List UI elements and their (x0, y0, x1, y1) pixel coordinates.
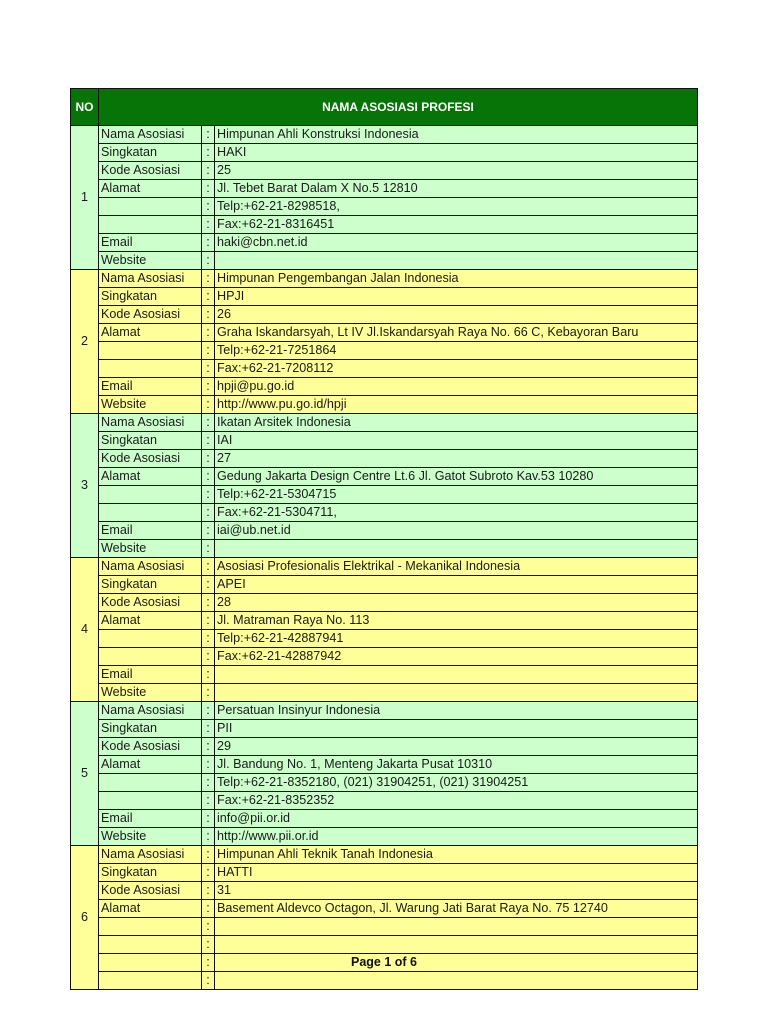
table-row (71, 792, 698, 810)
field-separator: : (202, 288, 215, 306)
field-separator: : (202, 342, 215, 360)
field-separator: : (202, 846, 215, 864)
table-row (71, 288, 698, 306)
table-row (71, 864, 698, 882)
field-value: HPJI (215, 288, 698, 306)
header-title: NAMA ASOSIASI PROFESI (99, 89, 698, 126)
field-separator: : (202, 774, 215, 792)
table-row (71, 432, 698, 450)
field-separator: : (202, 576, 215, 594)
field-label: Singkatan (99, 432, 202, 450)
field-separator: : (202, 864, 215, 882)
field-value: Persatuan Insinyur Indonesia (215, 702, 698, 720)
field-label (99, 918, 202, 936)
table-row (71, 612, 698, 630)
field-label: Email (99, 522, 202, 540)
field-value: Graha Iskandarsyah, Lt IV Jl.Iskandarsyah Raya No. 66 C, Kebayoran Baru (215, 324, 698, 342)
field-value: hpji@pu.go.id (215, 378, 698, 396)
table-row (71, 756, 698, 774)
table-row (71, 504, 698, 522)
table-row (71, 738, 698, 756)
field-value: 27 (215, 450, 698, 468)
field-label: Kode Asosiasi (99, 450, 202, 468)
field-value: Basement Aldevco Octagon, Jl. Warung Jati Barat Raya No. 75 12740 (215, 900, 698, 918)
field-separator: : (202, 252, 215, 270)
field-separator: : (202, 414, 215, 432)
table-row (71, 198, 698, 216)
field-value: Jl. Tebet Barat Dalam X No.5 12810 (215, 180, 698, 198)
field-separator: : (202, 144, 215, 162)
table-row (71, 360, 698, 378)
field-value: Fax:+62-21-5304711, (215, 504, 698, 522)
field-value: 26 (215, 306, 698, 324)
field-value: Telp:+62-21-8352180, (021) 31904251, (021) 31904251 (215, 774, 698, 792)
field-label: Kode Asosiasi (99, 738, 202, 756)
entry-number: 3 (71, 414, 99, 558)
table-row (71, 324, 698, 342)
field-value: Jl. Matraman Raya No. 113 (215, 612, 698, 630)
field-label: Website (99, 252, 202, 270)
field-separator: : (202, 828, 215, 846)
field-value (215, 972, 698, 990)
table-row (71, 684, 698, 702)
field-separator: : (202, 450, 215, 468)
field-separator: : (202, 162, 215, 180)
field-label (99, 504, 202, 522)
table-row (71, 450, 698, 468)
field-separator: : (202, 702, 215, 720)
field-label: Kode Asosiasi (99, 306, 202, 324)
table-row (71, 720, 698, 738)
field-value: Asosiasi Profesionalis Elektrikal - Mekanikal Indonesia (215, 558, 698, 576)
field-label: Email (99, 666, 202, 684)
field-label: Website (99, 540, 202, 558)
table-row (71, 162, 698, 180)
field-separator: : (202, 756, 215, 774)
table-row (71, 702, 698, 720)
table-row (71, 918, 698, 936)
field-value (215, 540, 698, 558)
field-value: Telp:+62-21-8298518, (215, 198, 698, 216)
field-separator: : (202, 972, 215, 990)
field-value (215, 666, 698, 684)
table-row (71, 846, 698, 864)
table-row (71, 576, 698, 594)
table-row (71, 306, 698, 324)
entry-number: 4 (71, 558, 99, 702)
field-label: Alamat (99, 324, 202, 342)
field-label: Alamat (99, 756, 202, 774)
field-label: Singkatan (99, 288, 202, 306)
field-value: 31 (215, 882, 698, 900)
table-body (71, 126, 698, 990)
field-separator: : (202, 666, 215, 684)
field-value (215, 936, 698, 954)
field-separator: : (202, 558, 215, 576)
header-no: NO (71, 89, 99, 126)
field-separator: : (202, 522, 215, 540)
field-value: Jl. Bandung No. 1, Menteng Jakarta Pusat 10310 (215, 756, 698, 774)
field-label: Website (99, 684, 202, 702)
table-row (71, 270, 698, 288)
field-value: Telp:+62-21-7251864 (215, 342, 698, 360)
field-separator: : (202, 468, 215, 486)
field-value (215, 252, 698, 270)
field-value: Fax:+62-21-8316451 (215, 216, 698, 234)
field-separator: : (202, 936, 215, 954)
field-label: Nama Asosiasi (99, 270, 202, 288)
table-row (71, 342, 698, 360)
table-row (71, 144, 698, 162)
field-label: Singkatan (99, 864, 202, 882)
field-separator: : (202, 180, 215, 198)
field-label: Email (99, 378, 202, 396)
field-label: Website (99, 828, 202, 846)
field-value (215, 918, 698, 936)
table-row (71, 486, 698, 504)
field-value: IAI (215, 432, 698, 450)
field-value: PII (215, 720, 698, 738)
table-row (71, 216, 698, 234)
field-separator: : (202, 630, 215, 648)
table-row (71, 666, 698, 684)
field-label (99, 360, 202, 378)
field-value: Himpunan Ahli Konstruksi Indonesia (215, 126, 698, 144)
field-separator: : (202, 738, 215, 756)
field-label: Singkatan (99, 576, 202, 594)
field-label: Alamat (99, 468, 202, 486)
field-separator: : (202, 900, 215, 918)
table-row (71, 540, 698, 558)
field-separator: : (202, 504, 215, 522)
table-row (71, 630, 698, 648)
field-label: Alamat (99, 180, 202, 198)
field-separator: : (202, 612, 215, 630)
field-separator: : (202, 810, 215, 828)
field-label: Kode Asosiasi (99, 594, 202, 612)
field-value: info@pii.or.id (215, 810, 698, 828)
table-row (71, 522, 698, 540)
field-label: Kode Asosiasi (99, 882, 202, 900)
field-value: http://www.pu.go.id/hpji (215, 396, 698, 414)
field-label: Alamat (99, 900, 202, 918)
field-label (99, 648, 202, 666)
field-value (215, 684, 698, 702)
field-value: Fax:+62-21-7208112 (215, 360, 698, 378)
field-label: Kode Asosiasi (99, 162, 202, 180)
field-label: Singkatan (99, 720, 202, 738)
table-row (71, 972, 698, 990)
table-row (71, 180, 698, 198)
table-row (71, 774, 698, 792)
table-row (71, 252, 698, 270)
field-separator: : (202, 216, 215, 234)
field-label (99, 342, 202, 360)
field-value: iai@ub.net.id (215, 522, 698, 540)
field-separator: : (202, 396, 215, 414)
field-separator: : (202, 198, 215, 216)
field-value: Ikatan Arsitek Indonesia (215, 414, 698, 432)
table-row (71, 414, 698, 432)
field-separator: : (202, 126, 215, 144)
field-separator: : (202, 684, 215, 702)
field-label: Website (99, 396, 202, 414)
field-value: Gedung Jakarta Design Centre Lt.6 Jl. Gatot Subroto Kav.53 10280 (215, 468, 698, 486)
field-label: Nama Asosiasi (99, 846, 202, 864)
field-separator: : (202, 486, 215, 504)
field-separator: : (202, 432, 215, 450)
field-value: HAKI (215, 144, 698, 162)
field-label (99, 216, 202, 234)
field-separator: : (202, 234, 215, 252)
field-separator: : (202, 918, 215, 936)
table-row (71, 468, 698, 486)
field-label (99, 630, 202, 648)
field-separator: : (202, 594, 215, 612)
field-separator: : (202, 306, 215, 324)
field-value: HATTI (215, 864, 698, 882)
field-value: Fax:+62-21-8352352 (215, 792, 698, 810)
field-separator: : (202, 882, 215, 900)
field-separator: : (202, 270, 215, 288)
field-label: Nama Asosiasi (99, 126, 202, 144)
field-value: Fax:+62-21-42887942 (215, 648, 698, 666)
field-label: Email (99, 234, 202, 252)
field-value: Telp:+62-21-5304715 (215, 486, 698, 504)
field-label: Singkatan (99, 144, 202, 162)
field-value: haki@cbn.net.id (215, 234, 698, 252)
field-label (99, 486, 202, 504)
entry-number: 6 (71, 846, 99, 990)
table-row (71, 234, 698, 252)
field-label (99, 972, 202, 990)
field-separator: : (202, 360, 215, 378)
field-value: Himpunan Pengembangan Jalan Indonesia (215, 270, 698, 288)
field-value: http://www.pii.or.id (215, 828, 698, 846)
field-separator: : (202, 648, 215, 666)
table-row (71, 900, 698, 918)
field-label (99, 936, 202, 954)
field-separator: : (202, 720, 215, 738)
entry-number: 1 (71, 126, 99, 270)
field-label: Alamat (99, 612, 202, 630)
table-row (71, 126, 698, 144)
table-row (71, 594, 698, 612)
field-value: Telp:+62-21-42887941 (215, 630, 698, 648)
field-separator: : (202, 954, 215, 972)
field-label: Email (99, 810, 202, 828)
table-row (71, 558, 698, 576)
table-row (71, 648, 698, 666)
table-row (71, 936, 698, 954)
page-footer: Page 1 of 6 (351, 955, 417, 969)
field-value: 28 (215, 594, 698, 612)
entry-number: 5 (71, 702, 99, 846)
table-row (71, 828, 698, 846)
field-separator: : (202, 378, 215, 396)
field-label: Nama Asosiasi (99, 558, 202, 576)
field-separator: : (202, 792, 215, 810)
table-row (71, 882, 698, 900)
field-label (99, 792, 202, 810)
table-row (71, 396, 698, 414)
field-separator: : (202, 540, 215, 558)
field-value: 25 (215, 162, 698, 180)
table-row (71, 810, 698, 828)
asosiasi-table (70, 88, 698, 990)
table-row (71, 378, 698, 396)
table-header-row (71, 89, 698, 126)
field-label (99, 774, 202, 792)
field-value: APEI (215, 576, 698, 594)
field-value: 29 (215, 738, 698, 756)
entry-number: 2 (71, 270, 99, 414)
field-label (99, 198, 202, 216)
field-label: Nama Asosiasi (99, 702, 202, 720)
field-separator: : (202, 324, 215, 342)
field-value: Himpunan Ahli Teknik Tanah Indonesia (215, 846, 698, 864)
field-label: Nama Asosiasi (99, 414, 202, 432)
